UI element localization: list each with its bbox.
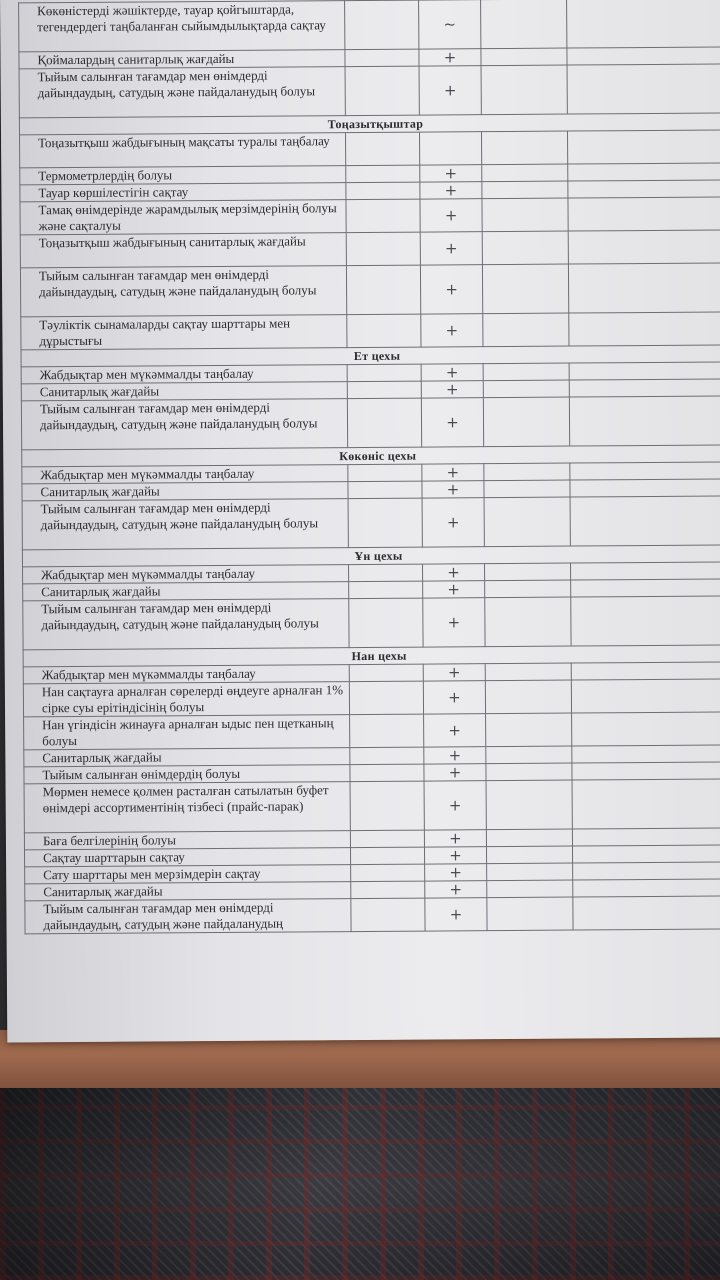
- criterion-text: Тауар көршілестігін сақтау: [20, 183, 346, 202]
- criterion-text: Санитарлық жағдайы: [22, 482, 348, 501]
- empty-cell: [345, 66, 419, 116]
- empty-cell: [571, 662, 720, 680]
- empty-cell: [346, 199, 420, 233]
- empty-cell: [350, 830, 424, 848]
- checklist-row: [21, 312, 720, 350]
- criterion-text: Тыйым салынған тағамдар мен өнімдерді дайындаудың, сатудың және пайдаланудың болуы: [20, 266, 346, 317]
- handwritten-mark: +: [424, 747, 486, 764]
- empty-cell: [351, 881, 425, 899]
- inspection-checklist-table: [18, 0, 720, 934]
- empty-cell: [349, 598, 423, 648]
- checklist-row: [20, 263, 720, 317]
- handwritten-mark: +: [422, 464, 484, 481]
- empty-cell: [567, 130, 720, 164]
- handwritten-mark: +: [424, 764, 486, 781]
- criterion-text: Қоймалардың санитарлық жағдайы: [19, 50, 345, 69]
- empty-cell: [568, 197, 720, 231]
- empty-cell: [347, 381, 421, 399]
- criterion-text: Сақтау шарттарын сақтау: [24, 848, 350, 867]
- empty-cell: [485, 563, 571, 581]
- handwritten-mark: +: [420, 165, 482, 182]
- handwritten-mark: +: [421, 381, 483, 398]
- handwritten-mark: +: [425, 864, 487, 881]
- empty-cell: [348, 498, 422, 548]
- empty-cell: [350, 764, 424, 782]
- handwritten-mark: +: [420, 199, 482, 232]
- empty-cell: [350, 714, 424, 748]
- empty-cell: [482, 264, 568, 314]
- empty-cell: [569, 396, 720, 446]
- criterion-text: Термометрлердің болуы: [20, 166, 346, 185]
- handwritten-mark: +: [419, 66, 481, 115]
- empty-cell: [481, 0, 567, 49]
- empty-cell: [486, 713, 572, 747]
- criterion-text: Нан сақтауға арналған сөрелерді өңдеуге арналған 1% сірке суы ерітіндісінің болуы: [23, 682, 349, 717]
- criterion-text: Тыйым салынған тағамдар мен өнімдерді дайындаудың, сатудың және пайдаланудың болуы: [23, 599, 349, 650]
- empty-cell: [570, 462, 720, 480]
- empty-cell: [571, 679, 720, 713]
- handwritten-mark: +: [423, 681, 485, 714]
- section-title: Нан цехы: [23, 645, 720, 667]
- checklist-row: [20, 197, 720, 235]
- checklist-row: [24, 779, 720, 833]
- criterion-text: Баға белгілерінің болуы: [24, 831, 350, 850]
- empty-cell: [485, 680, 571, 714]
- handwritten-mark: +: [420, 232, 482, 265]
- empty-cell: [570, 479, 720, 497]
- empty-cell: [567, 47, 720, 65]
- criterion-text: Тыйым салынған өнімдердің болуы: [24, 765, 350, 784]
- empty-cell: [346, 165, 420, 183]
- empty-cell: [483, 313, 569, 347]
- checklist-table-body: [19, 0, 720, 934]
- empty-cell: [487, 880, 573, 898]
- checklist-row: [22, 496, 720, 550]
- empty-cell: [481, 65, 567, 115]
- criterion-text: Тоңазытқыш жабдығының мақсаты туралы таңбалау: [20, 133, 346, 168]
- empty-cell: [567, 64, 720, 114]
- checklist-row: [21, 396, 720, 450]
- fabric-shadow: [0, 1088, 720, 1280]
- handwritten-mark: +: [421, 364, 483, 381]
- empty-cell: [569, 362, 720, 380]
- empty-cell: [572, 845, 720, 863]
- section-title: Ет цехы: [21, 345, 720, 367]
- criterion-text: Тәуліктік сынамаларды сақтау шарттары мен дұрыстығы: [21, 315, 347, 350]
- empty-cell: [484, 497, 570, 547]
- criterion-text: Тоңазытқыш жабдығының санитарлық жағдайы: [20, 233, 346, 268]
- criterion-text: Мөрмен немесе қолмен расталған сатылатын буфет өнімдері ассортиментінің тізбесі (прайс-парак): [24, 782, 350, 833]
- criterion-text: Сату шарттары мен мерзімдерін сақтау: [25, 865, 351, 884]
- criterion-text: Санитарлық жағдайы: [25, 882, 351, 901]
- criterion-text: Санитарлық жағдайы: [24, 748, 350, 767]
- empty-cell: [571, 579, 720, 597]
- empty-cell: [347, 398, 421, 448]
- empty-cell: [482, 231, 568, 265]
- empty-cell: [571, 562, 720, 580]
- empty-cell: [351, 864, 425, 882]
- criterion-text: Тыйым салынған тағамдар мен өнімдерді дайындаудың, сатудың және пайдаланудың: [25, 899, 351, 934]
- checklist-row: [23, 596, 720, 650]
- empty-cell: [350, 781, 424, 831]
- handwritten-mark: +: [422, 481, 484, 498]
- criterion-text: Тыйым салынған тағамдар мен өнімдерді дайындаудың, сатудың және пайдаланудың болуы: [22, 499, 348, 550]
- empty-cell: [348, 464, 422, 482]
- empty-cell: [487, 863, 573, 881]
- empty-cell: [569, 312, 720, 346]
- checklist-row: [24, 712, 720, 750]
- empty-cell: [483, 363, 569, 381]
- empty-cell: [481, 131, 567, 165]
- criterion-text: Жабдықтар мен мүкәммалды таңбалау: [22, 465, 348, 484]
- empty-cell: [346, 232, 420, 266]
- empty-cell: [485, 580, 571, 598]
- empty-cell: [349, 664, 423, 682]
- empty-cell: [572, 745, 720, 763]
- criterion-text: Тамақ өнімдерінде жарамдылық мерзімдерінің болуы және сақталуы: [20, 200, 346, 235]
- empty-cell: [571, 596, 720, 646]
- empty-cell: [482, 198, 568, 232]
- empty-cell: [347, 314, 421, 348]
- handwritten-mark: +: [423, 564, 485, 581]
- empty-cell: [482, 164, 568, 182]
- empty-cell: [568, 230, 720, 264]
- section-title: Көкөніс цехы: [22, 445, 720, 467]
- empty-cell: [568, 180, 720, 198]
- empty-cell: [568, 263, 720, 313]
- section-title: Ұн цехы: [22, 545, 720, 567]
- empty-cell: [572, 712, 720, 746]
- handwritten-mark: +: [419, 49, 481, 66]
- criterion-text: Жабдықтар мен мүкәммалды таңбалау: [23, 665, 349, 684]
- checklist-row: [25, 896, 720, 934]
- handwritten-mark: +: [422, 498, 484, 547]
- handwritten-mark: +: [424, 847, 486, 864]
- empty-cell: [569, 379, 720, 397]
- empty-cell: [346, 182, 420, 200]
- checklist-row: [20, 130, 720, 168]
- empty-cell: [486, 846, 572, 864]
- empty-cell: [345, 49, 419, 67]
- empty-cell: [486, 829, 572, 847]
- empty-cell: [572, 828, 720, 846]
- empty-cell: [483, 397, 569, 447]
- handwritten-mark: +: [421, 398, 483, 447]
- empty-cell: [484, 463, 570, 481]
- empty-cell: [345, 0, 419, 50]
- criterion-text: Жабдықтар мен мүкәммалды таңбалау: [23, 565, 349, 584]
- criterion-text: Тыйым салынған тағамдар мен өнімдерді дайындаудың, сатудың және пайдаланудың болуы: [21, 399, 347, 450]
- criterion-text: Нан үгіндісін жинауға арналған ыдыс пен щетканың болуы: [24, 715, 350, 750]
- empty-cell: [348, 481, 422, 499]
- handwritten-mark: +: [424, 781, 486, 830]
- handwritten-mark: +: [423, 598, 485, 647]
- empty-cell: [486, 763, 572, 781]
- empty-cell: [350, 747, 424, 765]
- empty-cell: [481, 48, 567, 66]
- empty-cell: [482, 181, 568, 199]
- empty-cell: [349, 681, 423, 715]
- handwritten-mark: ~: [419, 0, 481, 49]
- handwritten-mark: +: [425, 881, 487, 898]
- empty-cell: [487, 897, 573, 931]
- handwritten-mark: +: [424, 830, 486, 847]
- checklist-row: [20, 230, 720, 268]
- empty-cell: [349, 581, 423, 599]
- criterion-text: Жабдықтар мен мүкәммалды таңбалау: [21, 365, 347, 384]
- checklist-row: [23, 679, 720, 717]
- handwritten-mark: +: [425, 898, 487, 931]
- empty-cell: [572, 779, 720, 829]
- handwritten-mark: +: [423, 664, 485, 681]
- empty-cell: [345, 132, 419, 166]
- empty-cell: [483, 380, 569, 398]
- criterion-text: Көкөністерді жәшіктерде, тауар қойгыштарда, тегендердегі таңбаланған сыйымдылықтарда сақтау: [19, 1, 345, 52]
- empty-cell: [573, 879, 720, 897]
- handwritten-mark: [419, 132, 481, 165]
- handwritten-mark: +: [421, 314, 483, 347]
- handwritten-mark: +: [423, 581, 485, 598]
- checklist-row: [19, 0, 720, 52]
- empty-cell: [347, 364, 421, 382]
- empty-cell: [573, 896, 720, 930]
- empty-cell: [572, 762, 720, 780]
- criterion-text: Санитарлық жағдайы: [23, 582, 349, 601]
- empty-cell: [570, 496, 720, 546]
- empty-cell: [349, 564, 423, 582]
- empty-cell: [485, 597, 571, 647]
- empty-cell: [350, 847, 424, 865]
- empty-cell: [346, 265, 420, 315]
- empty-cell: [567, 0, 720, 48]
- empty-cell: [573, 862, 720, 880]
- empty-cell: [484, 480, 570, 498]
- section-title: Тоңазытқыштар: [19, 113, 720, 135]
- criterion-text: Тыйым салынған тағамдар мен өнімдерді дайындаудың, сатудың және пайдаланудың болуы: [19, 67, 345, 118]
- handwritten-mark: +: [420, 265, 482, 314]
- criterion-text: Санитарлық жағдайы: [21, 382, 347, 401]
- empty-cell: [568, 163, 720, 181]
- empty-cell: [485, 663, 571, 681]
- empty-cell: [486, 746, 572, 764]
- handwritten-mark: +: [420, 182, 482, 199]
- handwritten-mark: +: [424, 714, 486, 747]
- empty-cell: [351, 898, 425, 932]
- empty-cell: [486, 780, 572, 830]
- checklist-row: [19, 64, 720, 118]
